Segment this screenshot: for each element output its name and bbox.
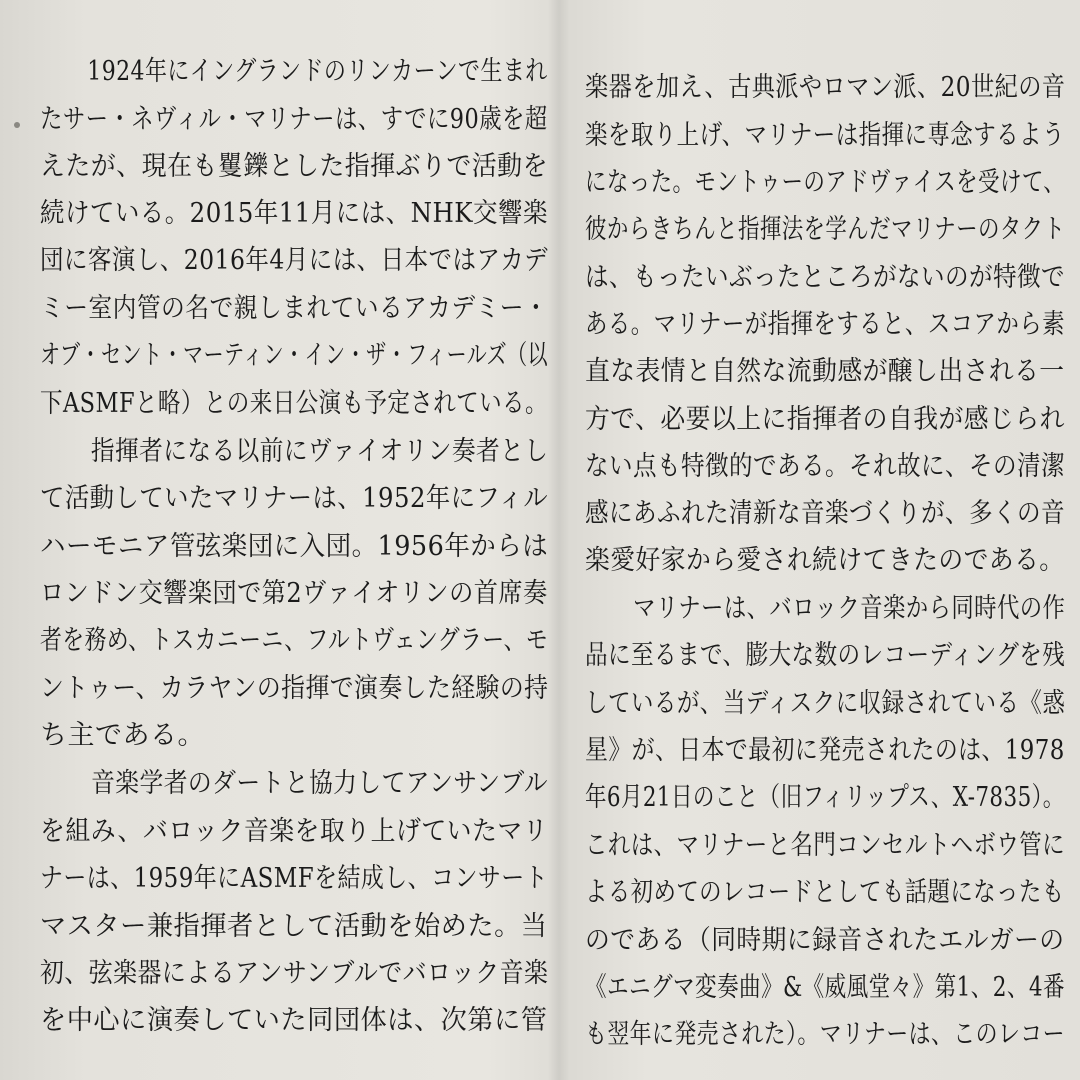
text-line: 方で、必要以上に指揮者の自我が感じられ [585, 404, 1065, 435]
text-line: よる初めてのレコードとしても話題になったも [585, 877, 1065, 908]
text-line: になった。モントゥーのアドヴァイスを受けて、 [585, 167, 1066, 198]
text-line: これは、マリナーと名門コンセルトヘボウ管に [585, 830, 1065, 861]
text-line: 音楽学者のダートと協力してアンサンブル [91, 768, 548, 799]
text-line: 下ASMFと略）との来日公演も予定されている。 [40, 388, 548, 419]
text-line: しているが、当ディスクに収録されている《惑 [585, 688, 1066, 719]
text-line: 楽愛好家から愛され続けてきたのである。 [585, 545, 1065, 576]
text-line: ハーモニア管弦楽団に入団。1956年からは [40, 531, 549, 562]
text-line: 団に客演し、2016年4月には、日本ではアカデ [40, 245, 549, 276]
text-line: 指揮者になる以前にヴァイオリン奏者とし [90, 436, 549, 467]
text-line: 彼からきちんと指揮法を学んだマリナーのタクト [585, 214, 1066, 245]
text-line: のである（同時期に録音されたエルガーの [585, 925, 1065, 956]
page-fold-shadow [548, 0, 570, 1080]
text-line: を組み、バロック音楽を取り上げていたマリ [40, 816, 549, 847]
text-line: ントゥー、カラヤンの指揮で演奏した経験の持 [40, 673, 549, 704]
text-line: オブ・セント・マーティン・イン・ザ・フィールズ（以 [40, 340, 549, 371]
text-line: ナーは、1959年にASMFを結成し、コンサート [40, 863, 549, 894]
text-line: ち主である。 [40, 720, 205, 751]
text-line: 続けている。2015年11月には、NHK交響楽 [40, 198, 548, 229]
text-line: は、もったいぶったところがないのが特徴で [585, 262, 1065, 293]
text-line: 品に至るまで、膨大な数のレコーディングを残 [585, 640, 1066, 671]
text-line: マリナーは、バロック音楽から同時代の作 [633, 593, 1066, 624]
text-line: 楽器を加え、古典派やロマン派、20世紀の音 [585, 72, 1066, 103]
text-line: ロンドン交響楽団で第2ヴァイオリンの首席奏 [40, 578, 548, 609]
text-line: 年6月21日のこと（旧フィリップス、X-7835）。 [585, 782, 1065, 813]
text-line: ない点も特徴的である。それ故に、その清潔 [585, 451, 1065, 482]
text-line: ミー室内管の名で親しまれているアカデミー・ [40, 293, 549, 324]
text-line: 《エニグマ変奏曲》&《威風堂々》第1、2、4番 [585, 972, 1066, 1003]
text-line: マスター兼指揮者として活動を始めた。当 [40, 911, 548, 942]
page-edge-mark [14, 122, 20, 128]
text-line: も翌年に発売された）。マリナーは、このレコー [585, 1019, 1065, 1050]
text-line: 感にあふれた清新な音楽づくりが、多くの音 [585, 498, 1065, 529]
text-line: 楽を取り上げ、マリナーは指揮に専念するよう [585, 120, 1065, 151]
text-line: 直な表情と自然な流動感が醸し出される一 [585, 356, 1065, 387]
text-line: ある。マリナーが指揮をすると、スコアから素 [585, 309, 1065, 340]
text-line: 初、弦楽器によるアンサンブルでバロック音楽 [40, 958, 549, 989]
text-line: たサー・ネヴィル・マリナーは、すでに90歳を超 [40, 104, 548, 135]
text-line: 星》が、日本で最初に発売されたのは、1978 [585, 735, 1065, 766]
text-line: を中心に演奏していた同団体は、次第に管 [40, 1005, 548, 1036]
text-line: て活動していたマリナーは、1952年にフィル [40, 483, 549, 514]
text-line: 者を務め、トスカニーニ、フルトヴェングラー、モ [40, 625, 549, 656]
text-line: 1924年にイングランドのリンカーンで生まれ [87, 56, 548, 87]
text-line: えたが、現在も矍鑠とした指揮ぶりで活動を [40, 151, 548, 182]
